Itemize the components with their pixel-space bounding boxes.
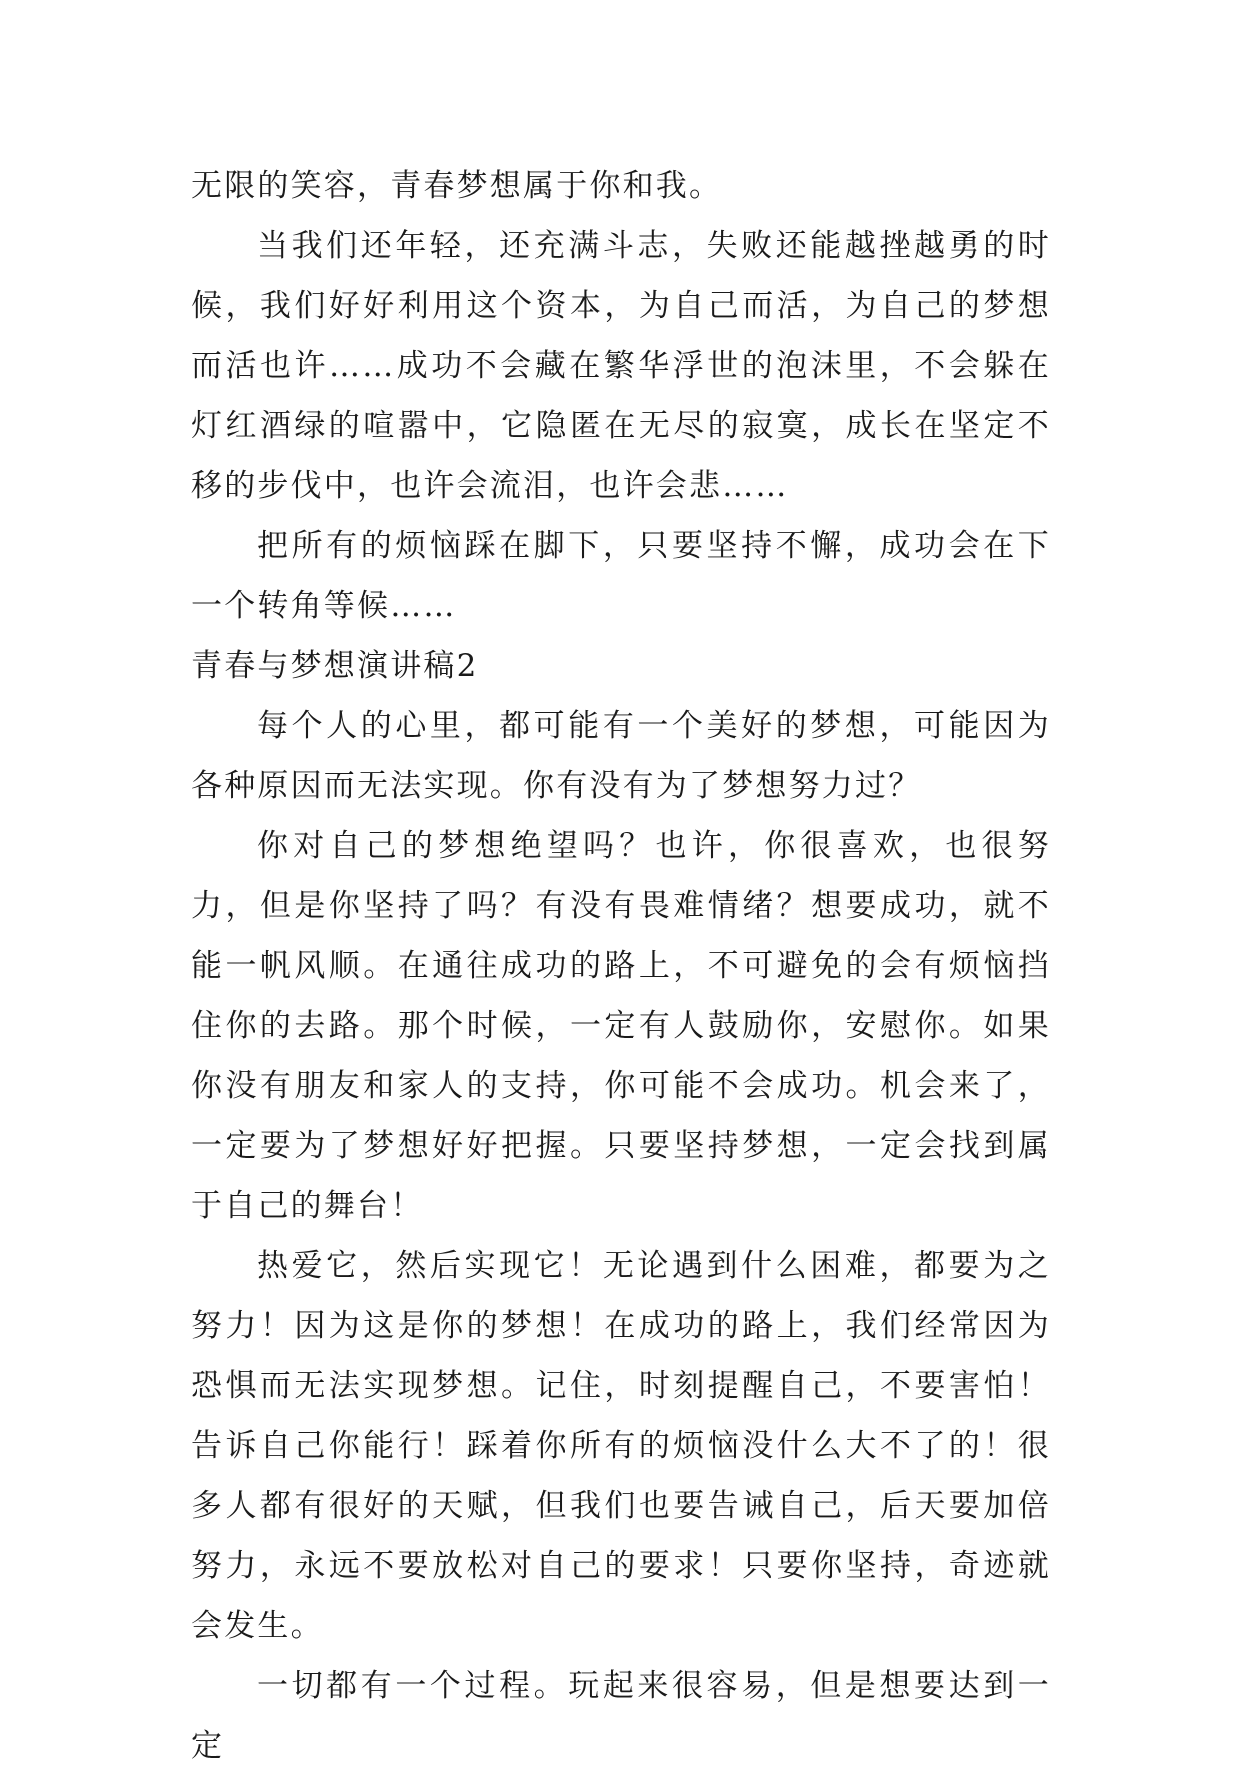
paragraph: 你对自己的梦想绝望吗？也许，你很喜欢，也很努力，但是你坚持了吗？有没有畏难情绪？想要成功，就不能一帆风顺。在通往成功的路上，不可避免的会有烦恼挡住你的去路。那个时候，一定有人鼓励你，安慰你。如果你没有朋友和家人的支持，你可能不会成功。机会来了，一定要为了梦想好好把握。只要坚持梦想，一定会找到属于自己的舞台！ (191, 828, 1051, 1224)
document-body (191, 156, 1051, 1776)
paragraph: 把所有的烦恼踩在脚下，只要坚持不懈，成功会在下一个转角等候…… (191, 528, 1051, 624)
paragraph: 无限的笑容，青春梦想属于你和我。 (191, 168, 723, 204)
paragraph: 热爱它，然后实现它！无论遇到什么困难，都要为之努力！因为这是你的梦想！在成功的路上，我们经常因为恐惧而无法实现梦想。记住，时刻提醒自己，不要害怕！告诉自己你能行！踩着你所有的烦恼没什么大不了的！很多人都有很好的天赋，但我们也要告诫自己，后天要加倍努力，永远不要放松对自己的要求！只要你坚持，奇迹就会发生。 (191, 1248, 1051, 1644)
section-heading: 青春与梦想演讲稿2 (191, 648, 479, 684)
paragraph: 每个人的心里，都可能有一个美好的梦想，可能因为各种原因而无法实现。你有没有为了梦想努力过？ (191, 708, 1051, 804)
paragraph: 当我们还年轻，还充满斗志，失败还能越挫越勇的时候，我们好好利用这个资本，为自己而活，为自己的梦想而活也许……成功不会藏在繁华浮世的泡沫里，不会躲在灯红酒绿的喧嚣中，它隐匿在无尽的寂寞，成长在坚定不移的步伐中，也许会流泪，也许会悲…… (191, 228, 1051, 504)
paragraph: 一切都有一个过程。玩起来很容易，但是想要达到一定 (191, 1668, 1051, 1764)
